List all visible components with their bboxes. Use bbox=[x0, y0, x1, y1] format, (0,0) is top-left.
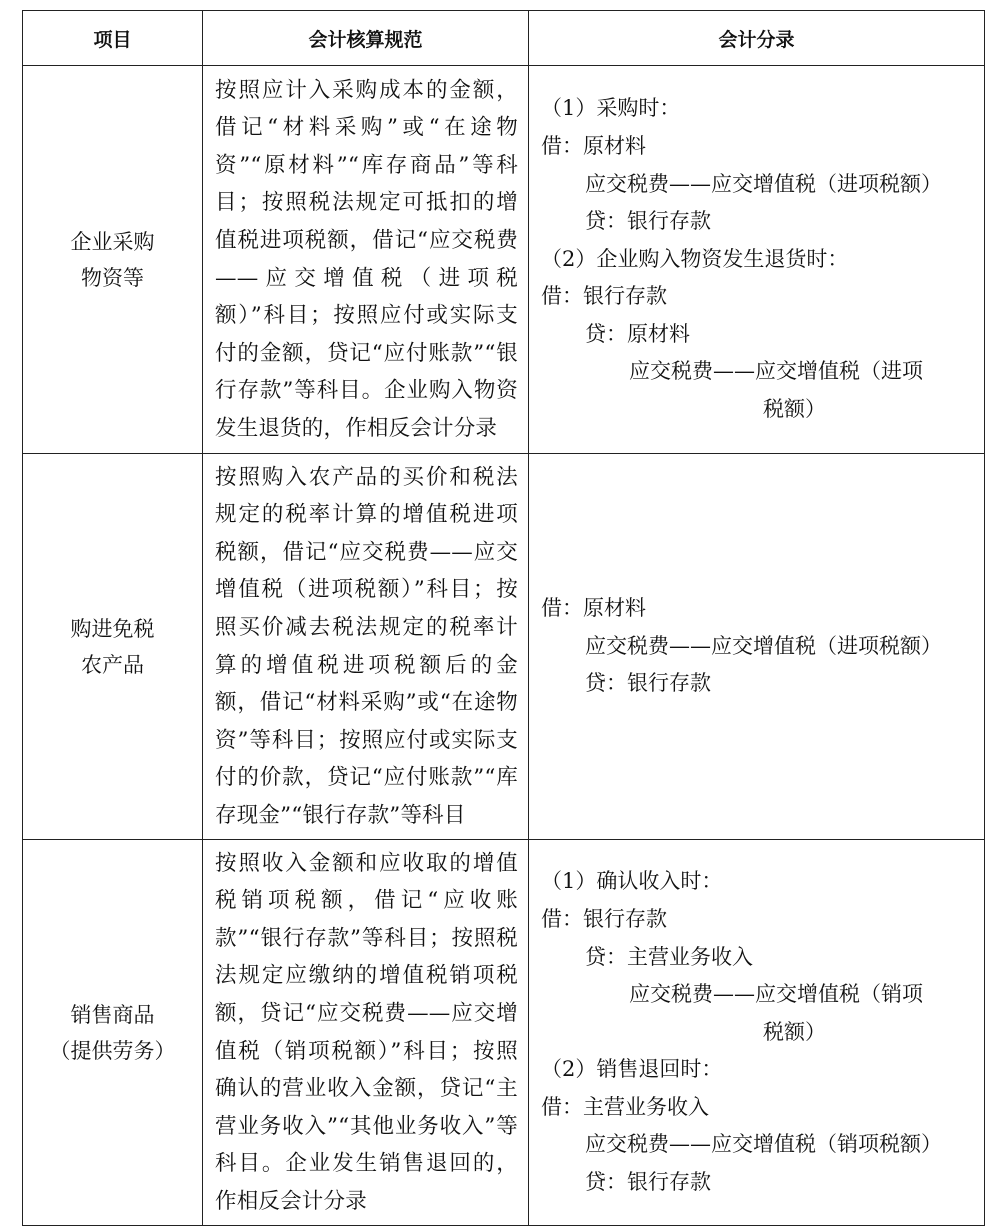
table-row bbox=[23, 840, 985, 1226]
entry-cell bbox=[529, 66, 985, 454]
entry-line: （1）确认收入时： bbox=[541, 869, 723, 894]
vat-accounting-table bbox=[22, 10, 985, 1226]
entry-line: 借：原材料 bbox=[541, 596, 646, 621]
entry-line: （1）采购时： bbox=[541, 96, 681, 121]
table-row bbox=[23, 454, 985, 840]
entry-line: 贷：主营业务收入 bbox=[585, 944, 753, 969]
entry-line: 借：银行存款 bbox=[541, 906, 667, 931]
header-entry: 会计分录 bbox=[529, 11, 985, 66]
item-line: （提供劳务） bbox=[49, 1038, 176, 1063]
entry-cell bbox=[529, 454, 985, 840]
item-line: 农产品 bbox=[81, 652, 144, 677]
header-norm: 会计核算规范 bbox=[203, 11, 529, 66]
table-row bbox=[23, 66, 985, 454]
entry-line: 税额） bbox=[763, 397, 826, 422]
item-line: 销售商品 bbox=[70, 1002, 155, 1027]
item-cell bbox=[23, 66, 203, 454]
entry-line: 应交税费——应交增值税（进项税额） bbox=[585, 633, 942, 658]
item-line: 企业采购 bbox=[70, 229, 155, 254]
entry-line: 借：原材料 bbox=[541, 133, 646, 158]
entry-line: 应交税费——应交增值税（进项 bbox=[629, 359, 923, 384]
entry-line: （2）企业购入物资发生退货时： bbox=[541, 246, 849, 271]
entry-line: 贷：银行存款 bbox=[585, 671, 711, 696]
item-cell bbox=[23, 840, 203, 1226]
entry-line: 应交税费——应交增值税（销项税额） bbox=[585, 1132, 942, 1157]
entry-line: 税额） bbox=[763, 1019, 826, 1044]
entry-line: 应交税费——应交增值税（销项 bbox=[629, 982, 923, 1007]
item-line: 购进免税 bbox=[70, 616, 155, 641]
entry-line: 应交税费——应交增值税（进项税额） bbox=[585, 171, 942, 196]
entry-cell bbox=[529, 840, 985, 1226]
header-row bbox=[23, 11, 985, 66]
norm-cell: 按照购入农产品的买价和税法规定的税率计算的增值税进项税额，借记“应交税费——应交增值税（进项税额）”科目；按照买价减去税法规定的税率计算的增值税进项税额后的金额，借记“材料采购”或“在途物资”等科目；按照应付或实际支付的价款，贷记“应付账款”“库存现金”“银行存款”等科目 bbox=[203, 454, 529, 840]
entry-line: （2）销售退回时： bbox=[541, 1057, 723, 1082]
item-cell bbox=[23, 454, 203, 840]
entry-line: 贷：银行存款 bbox=[585, 1170, 711, 1195]
norm-cell: 按照收入金额和应收取的增值税销项税额，借记“应收账款”“银行存款”等科目；按照税法规定应缴纳的增值税销项税额，贷记“应交税费——应交增值税（销项税额）”科目；按照确认的营业收入金额，贷记“主营业务收入”“其他业务收入”等科目。企业发生销售退回的，作相反会计分录 bbox=[203, 840, 529, 1226]
entry-line: 借：银行存款 bbox=[541, 284, 667, 309]
norm-cell: 按照应计入采购成本的金额，借记“材料采购”或“在途物资”“原材料”“库存商品”等科目；按照税法规定可抵扣的增值税进项税额，借记“应交税费——应交增值税（进项税额）”科目；按照应付或实际支付的金额，贷记“应付账款”“银行存款”等科目。企业购入物资发生退货的，作相反会计分录 bbox=[203, 66, 529, 454]
item-line: 物资等 bbox=[81, 265, 144, 290]
entry-line: 贷：原材料 bbox=[585, 321, 690, 346]
entry-line: 贷：银行存款 bbox=[585, 209, 711, 234]
entry-line: 借：主营业务收入 bbox=[541, 1094, 709, 1119]
header-item: 项目 bbox=[23, 11, 203, 66]
